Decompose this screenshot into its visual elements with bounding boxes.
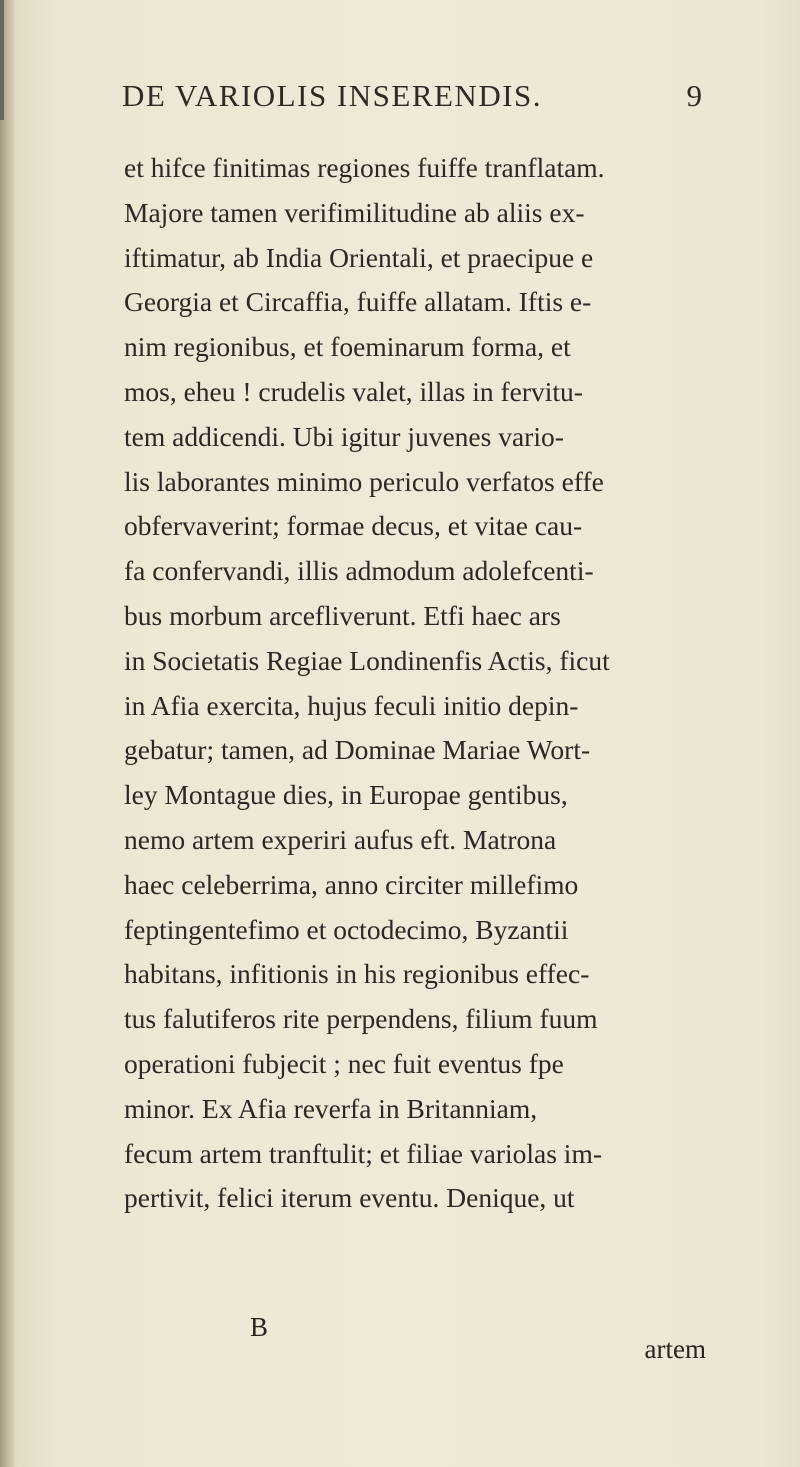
text-line: gebatur; tamen, ad Dominae Mariae Wort- [124,734,591,766]
page-number: 9 [686,78,702,113]
text-line: haec celeberrima, anno circiter millefimo [124,868,579,900]
text-line: fecum artem tranftulit; et filiae variolas im- [124,1137,603,1169]
text-line: Georgia et Circaffia, fuiffe allatam. Iftis e- [124,286,592,318]
text-line: tus falutiferos rite perpendens, filium fuum [124,1003,598,1035]
text-line: pertivit, felici iterum eventu. Denique, ut [124,1182,575,1214]
body-text [124,146,714,1221]
text-line: iftimatur, ab India Orientali, et praecipue e [124,241,594,273]
text-line: tem addicendi. Ubi igitur juvenes vario- [124,420,564,452]
text-line: obfervaverint; formae decus, et vitae cau- [124,510,583,542]
text-line: bus morbum arcefliverunt. Etfi haec ars [124,599,561,631]
text-line: nemo artem experiri aufus eft. Matrona [124,823,557,855]
catchword: artem [644,1334,706,1364]
text-line: in Afia exercita, hujus feculi initio depin- [124,689,579,721]
text-line: feptingentefimo et octodecimo, Byzantii [124,913,569,945]
running-title: DE VARIOLIS INSERENDIS. [122,78,543,113]
text-line: minor. Ex Afia reverfa in Britanniam, [124,1092,538,1124]
text-line: in Societatis Regiae Londinenfis Actis, ficut [124,644,610,676]
text-line: mos, eheu ! crudelis valet, illas in fervitu- [124,375,583,407]
text-line: nim regionibus, et foeminarum forma, et [124,331,571,363]
text-line: lis laborantes minimo periculo verfatos effe [124,465,604,497]
page-footer [124,1312,714,1362]
gutter-shadow [0,0,4,120]
text-line: operationi fubjecit ; nec fuit eventus fpe [124,1047,564,1079]
text-line: ley Montague dies, in Europae gentibus, [124,779,568,811]
text-line: fa confervandi, illis admodum adolefcenti- [124,555,594,587]
binding-gutter [0,0,14,1467]
text-line: Majore tamen verifimilitudine ab aliis ex- [124,196,585,228]
running-head [122,78,702,114]
text-line: et hifce finitimas regiones fuiffe tranflatam. [124,152,605,183]
signature-mark: B [250,1312,269,1342]
text-line: habitans, infitionis in his regionibus effec- [124,958,590,990]
